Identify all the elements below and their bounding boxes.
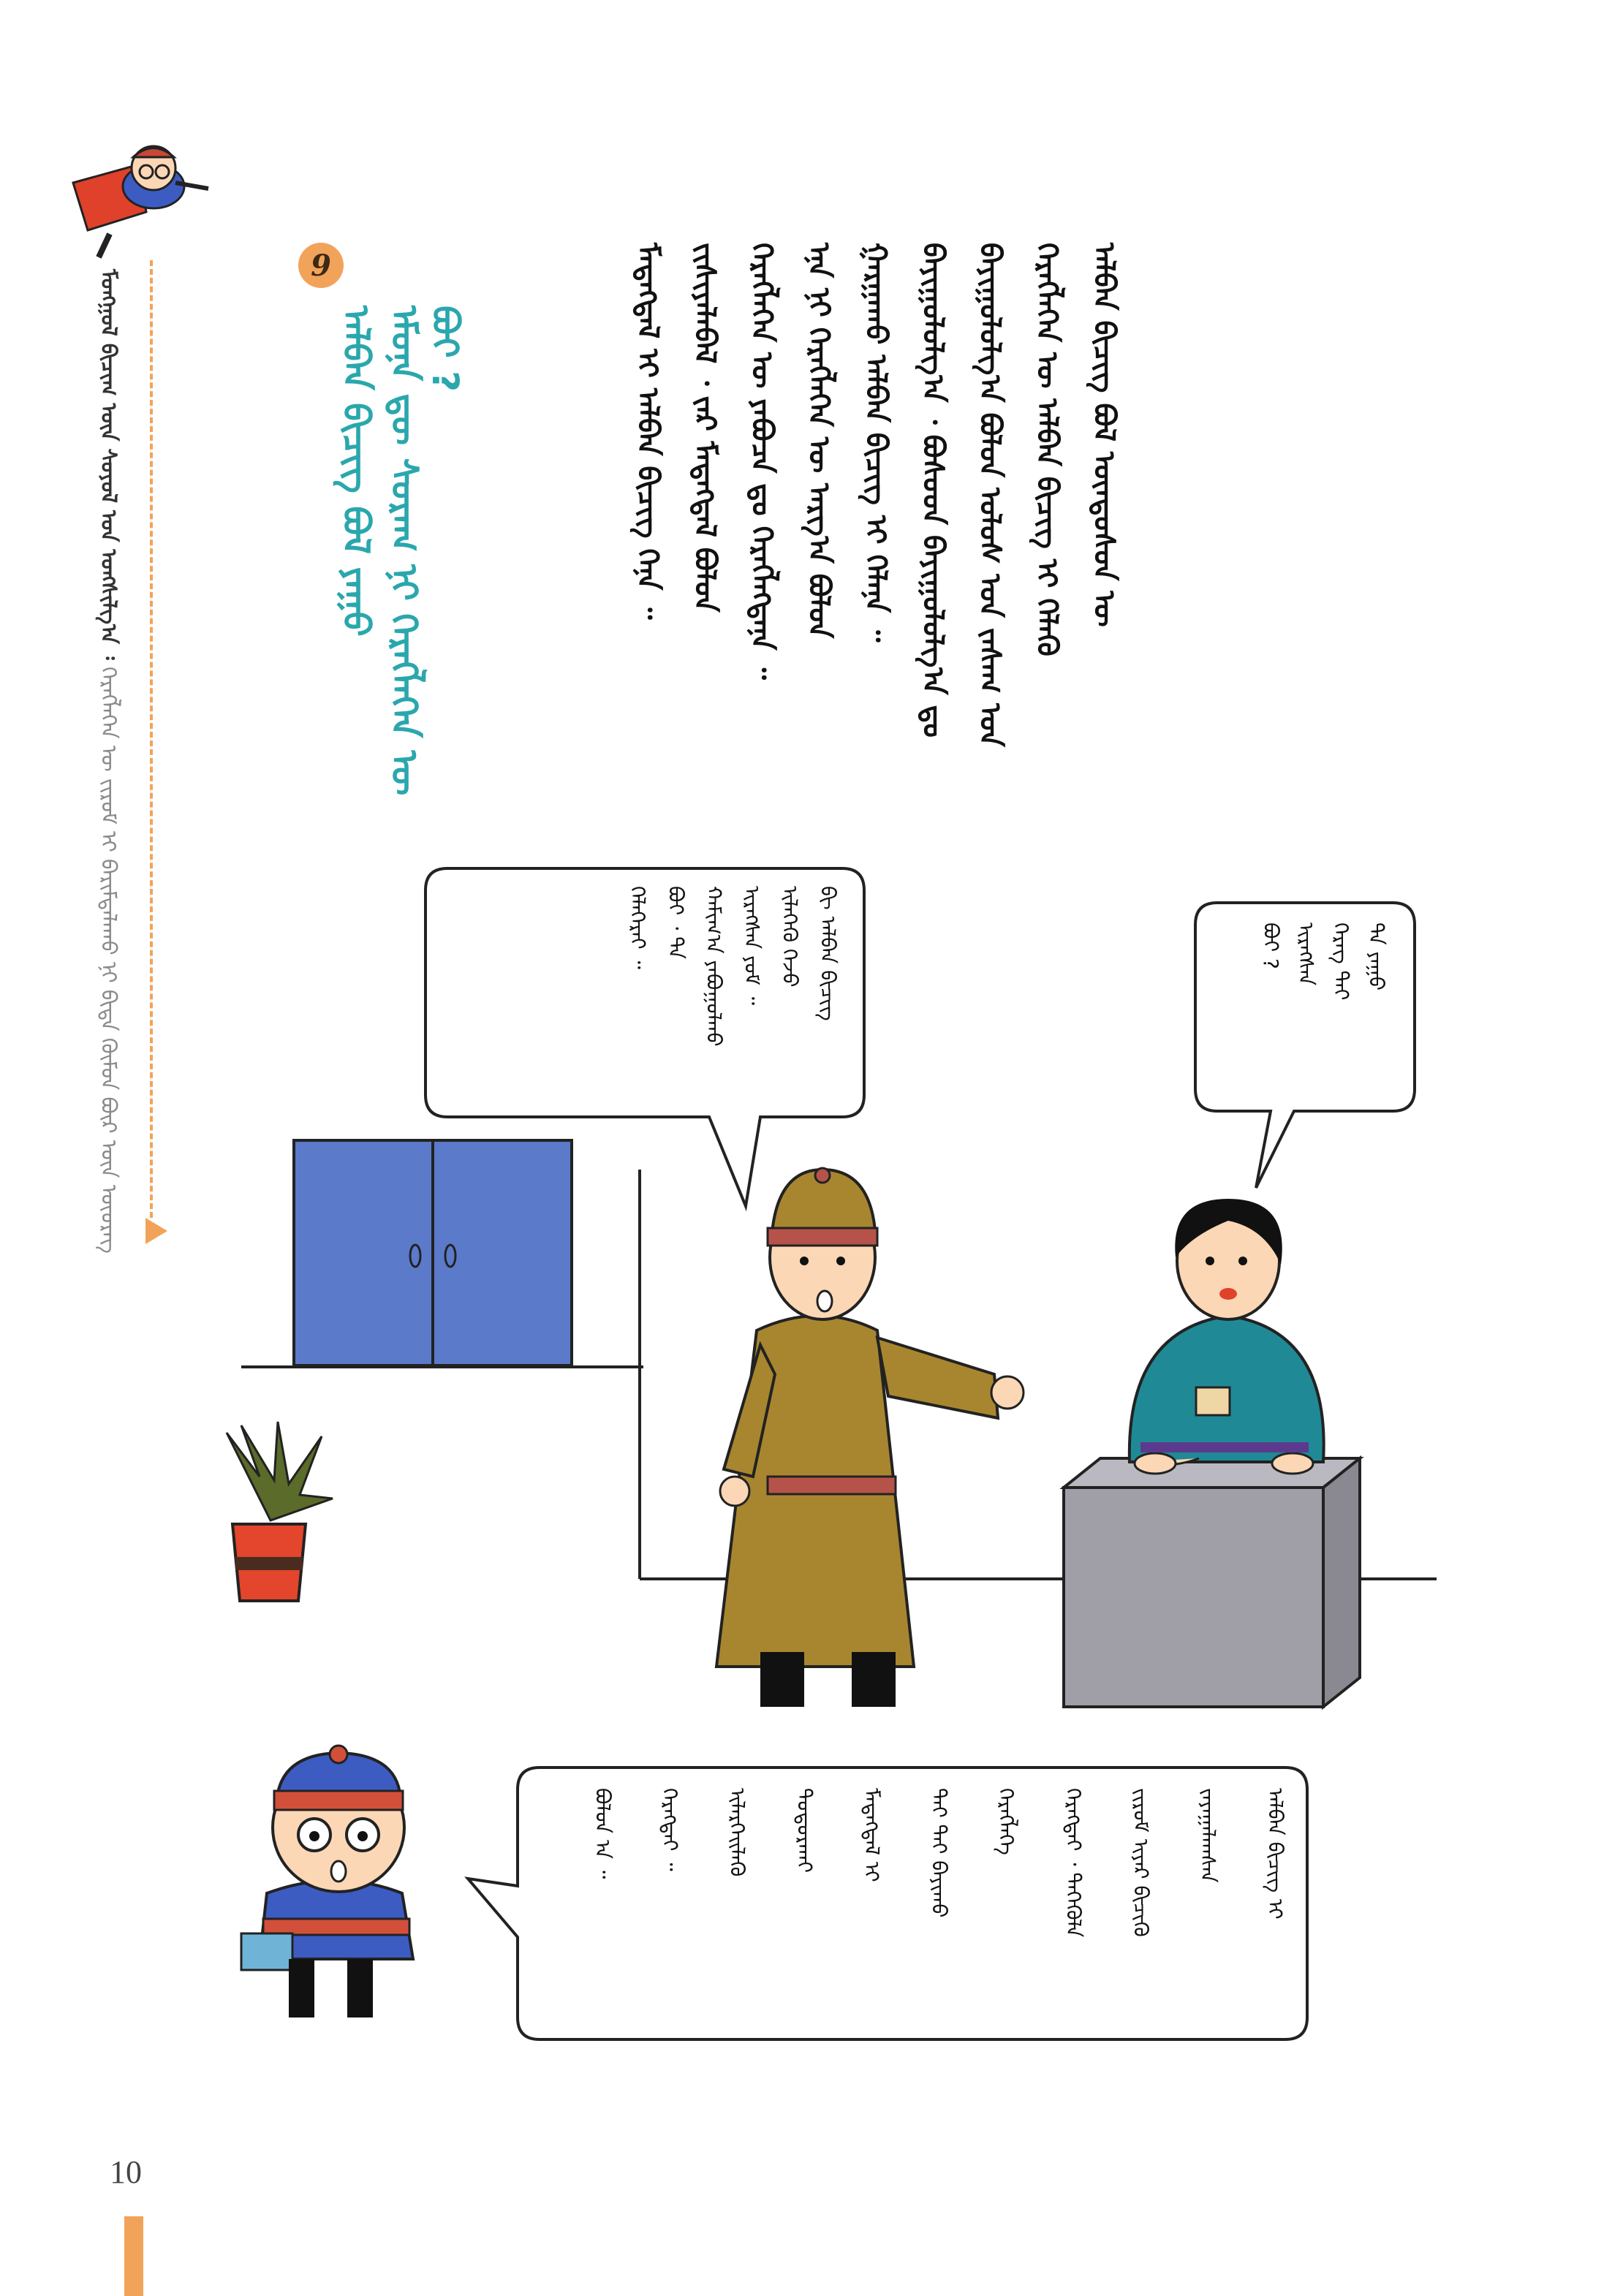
running-header xyxy=(98,269,119,1254)
body-text-line: ᠮᠡᠳᠡᠭᠳᠡᠯ ᠢ ᠠᠯᠪᠠᠨ ᠪᠢᠴᠢᠭ ᠭᠡᠨᠡ ᠃ xyxy=(631,243,665,620)
page-tab-marker xyxy=(124,2216,143,2296)
reception-desk-icon xyxy=(1064,1458,1360,1707)
body-text-line: ᠠᠯᠪᠠᠨ ᠪᠢᠴᠢᠭ ᠪᠣᠯ ᠦᠨᠳᠦᠰᠦᠨ ᠦ xyxy=(1087,243,1121,627)
body-text-line: ᠪᠠᠶᠢᠭᠤᠯᠤᠯᠭ᠎ᠠ ᠪᠣᠯᠤᠨ ᠤᠯᠤᠰ ᠤᠨ ᠵᠠᠰᠠᠭ ᠤᠨ xyxy=(973,243,1007,747)
section-number-badge: 9 xyxy=(298,243,344,288)
boy-bubble-line: ᠲᠣᠳᠣᠷᠬᠠᠢ xyxy=(792,1788,817,1873)
section-title-line: ᠠᠯᠪᠠᠨ ᠪᠢᠴᠢᠭ ᠪᠣᠯ ᠶᠠᠭᠤ xyxy=(335,306,377,637)
man-bubble-line: ᠢᠯᠡᠭᠡᠬᠦ ᠭᠡᠵᠦ xyxy=(778,886,802,988)
receptionist-woman-figure xyxy=(1130,1199,1324,1474)
man-in-deel-figure xyxy=(716,1168,1024,1707)
man-bubble-line: ᠪᠣᠢ ᠂ ᠲᠠ xyxy=(664,886,688,959)
woman-bubble-line: ᠲᠠ ᠶᠠᠭᠤ xyxy=(1364,922,1388,991)
body-text-line: ᠪᠠᠶᠢᠭᠤᠯᠤᠯᠭ᠎ᠠ ᠂ ᠪᠤᠰᠤᠳ ᠪᠠᠶᠢᠭᠤᠯᠤᠯᠭ᠎ᠠ ᠳᠤ xyxy=(916,243,950,738)
boy-bubble-line: ᠪᠣᠯᠤᠨ ᠠ ᠃ xyxy=(591,1788,615,1879)
body-text-line: ᠬᠡᠷᠡᠭᠯᠡᠭᠡᠨ ᠦ ᠶᠠᠪᠤᠴᠠ ᠳᠤ ᠬᠡᠷᠡᠭᠯᠡᠭᠳᠡᠨᠡ ᠃ xyxy=(745,243,779,680)
man-bubble-line: ᠪᠢ ᠠᠯᠪᠠᠨ ᠪᠢᠴᠢᠭ xyxy=(816,886,840,1021)
potted-plant-icon xyxy=(227,1422,333,1601)
boy-bubble-line: ᠠᠯᠪᠠᠨ ᠪᠢᠴᠢᠭ ᠢ xyxy=(1263,1788,1287,1920)
boy-bubble-line: ᠲᠡᠶ ᠲᠠᠢ ᠪᠠᠶᠢᠬᠤ xyxy=(927,1788,951,1918)
flying-mascot-icon xyxy=(73,146,208,257)
boy-bubble-line: ᠬᠡᠷᠡᠭᠲᠡᠢ ᠂ ᠲᠡᠭᠡᠭᠦᠯᠡ xyxy=(1062,1788,1086,1938)
man-bubble-line: ᠢᠷᠡᠭᠰᠡᠨ ᠶᠤᠮ ᠃ xyxy=(740,886,764,1006)
woman-bubble-line: ᠬᠡᠷᠡᠭ ᠲᠡᠢ xyxy=(1329,922,1353,1001)
running-header-rest: ᠬᠡᠷᠡᠭᠯᠡᠭᠡᠨ ᠦ ᠵᠢᠷᠤᠮ ᠢ ᠪᠠᠷᠢᠮᠳᠠᠯᠠᠬᠤ ᠨᠢ ᠪᠢᠳᠡ ᠬᠦᠮᠦᠨ ᠪᠦᠷ ᠦᠨ ᠦᠦᠷᠡᠭ xyxy=(97,666,121,1254)
header-arrow-icon xyxy=(145,1218,167,1244)
boy-bubble-line: ᠵᠢᠷᠤᠮ ᠢᠶᠠᠷ ᠪᠢᠴᠢᠬᠦ xyxy=(1129,1788,1153,1937)
woman-bubble-line: ᠢᠷᠡᠭᠰᠡᠨ xyxy=(1294,922,1318,986)
section-title-line: ᠪᠣᠢ ? xyxy=(424,306,466,393)
boy-mascot-icon xyxy=(241,1746,413,2017)
boy-bubble-line: ᠢᠯᠡᠷᠬᠡᠢᠯᠡᠬᠦ xyxy=(725,1788,749,1877)
door-icon xyxy=(294,1140,572,1365)
man-bubble-line: ᠬᠠᠮᠢᠭ᠎ᠠ ᠶᠠᠪᠤᠭᠤᠯᠬᠤ xyxy=(702,886,726,1047)
body-text-line: ᠡᠨᠡ ᠨᠢ ᠬᠡᠷᠡᠭᠯᠡᠭᠡᠨ ᠦ ᠠᠷᠭ᠎ᠠ ᠪᠣᠯᠤᠨ xyxy=(802,243,836,639)
body-text-line: ᠭᠠᠷᠭᠠᠬᠤ ᠠᠯᠪᠠᠨ ᠪᠢᠴᠢᠭ ᠢ ᠬᠡᠯᠡᠨᠡ ᠃ xyxy=(859,243,893,643)
header-dashed-rule xyxy=(150,260,153,1218)
woman-bubble-line: ᠪᠣᠢ ? xyxy=(1259,922,1283,969)
section-title-line: ᠡᠮᠦᠨᠡ ᠳᠦ ᠰᠤᠷᠠᠭ ᠨᠢ ᠬᠡᠷᠡᠭᠯᠡᠭᠡᠨ ᠦ xyxy=(383,306,425,796)
body-text-line: ᠬᠡᠷᠡᠭᠯᠡᠭᠡᠨ ᠦ ᠠᠯᠪᠠᠨ ᠪᠢᠴᠢᠭ ᠢ ᠬᠡᠯᠡᠬᠦ xyxy=(1030,243,1064,656)
body-text-line: ᠵᠢᠱᠢᠶᠡᠯᠡᠪᠡᠯ ᠂ ᠵᠠᠷ ᠮᠡᠳᠡᠭᠳᠡᠯ ᠪᠣᠯᠤᠨ xyxy=(688,243,722,613)
boy-bubble-line: ᠬᠡᠷᠡᠭᠯᠡᠭᠡ xyxy=(994,1788,1018,1855)
page-number: 10 xyxy=(110,2154,142,2190)
running-header-bold: ᠮᠣᠩᠭᠣᠯ ᠪᠢᠴᠢᠭ᠋ ᠦᠨ ᠰᠣᠶᠣᠯ ᠤᠨ ᠤᠩᠰᠢᠯᠭ᠎ᠠ ᠄ xyxy=(97,269,121,660)
boy-bubble-line: ᠬᠡᠷᠡᠭᠲᠡᠢ ᠃ xyxy=(658,1788,682,1871)
man-bubble-line: ᠬᠡᠯᠡᠭᠡᠷᠡᠢ ᠃ xyxy=(626,886,650,969)
boy-bubble-line: ᠵᠠᠶᠠᠭᠠᠯᠠᠭᠰᠠᠨ xyxy=(1196,1788,1220,1883)
boy-bubble-line: ᠮᠡᠳᠡᠭᠳᠡᠯ ᠢ xyxy=(860,1788,884,1882)
